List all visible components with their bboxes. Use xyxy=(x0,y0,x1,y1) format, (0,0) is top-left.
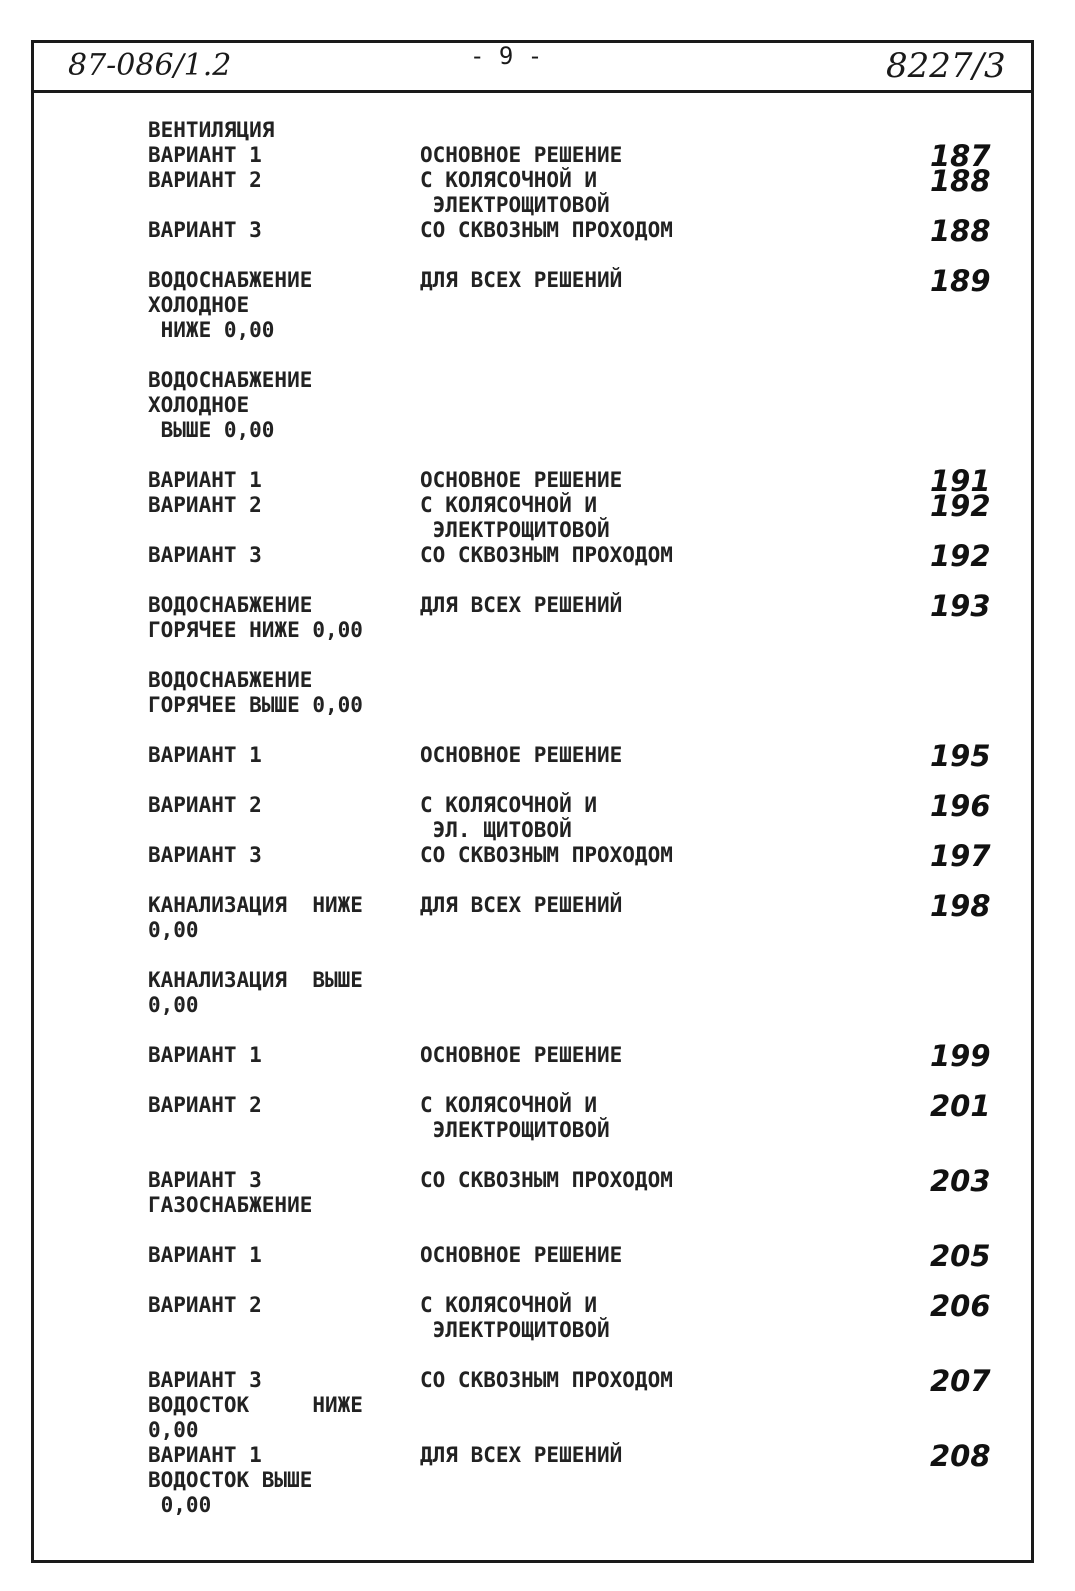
row-title: 0,00 xyxy=(148,918,199,942)
row-title: ГОРЯЧЕЕ ВЫШЕ 0,00 xyxy=(148,693,363,717)
page-number: - 9 - xyxy=(470,42,543,70)
doc-code: 87-086/1.2 xyxy=(68,48,232,83)
row-description: ОСНОВНОЕ РЕШЕНИЕ xyxy=(420,743,623,767)
row-description: С КОЛЯСОЧНОЙ И xyxy=(420,1093,598,1117)
row-title: КАНАЛИЗАЦИЯ ВЫШЕ xyxy=(148,968,363,992)
row-page-number: 203 xyxy=(930,1164,991,1198)
row-page-number: 201 xyxy=(930,1089,991,1123)
row-title: ВАРИАНТ 3 xyxy=(148,543,262,567)
row-page-number: 192 xyxy=(930,539,991,573)
row-page-number: 189 xyxy=(930,264,991,298)
row-title: ВАРИАНТ 1 xyxy=(148,1443,262,1467)
row-description: СО СКВОЗНЫМ ПРОХОДОМ xyxy=(420,843,673,867)
row-description: ОСНОВНОЕ РЕШЕНИЕ xyxy=(420,468,623,492)
row-description: ОСНОВНОЕ РЕШЕНИЕ xyxy=(420,1043,623,1067)
row-page-number: 188 xyxy=(930,214,991,248)
row-title: ВАРИАНТ 2 xyxy=(148,493,262,517)
row-description: ОСНОВНОЕ РЕШЕНИЕ xyxy=(420,1243,623,1267)
row-page-number: 187 xyxy=(930,139,991,173)
row-description: ДЛЯ ВСЕХ РЕШЕНИЙ xyxy=(420,268,623,292)
row-page-number: 195 xyxy=(930,739,991,773)
row-title: 0,00 xyxy=(148,1418,199,1442)
row-description: СО СКВОЗНЫМ ПРОХОДОМ xyxy=(420,543,673,567)
row-page-number: 198 xyxy=(930,889,991,923)
row-title: ВАРИАНТ 3 xyxy=(148,218,262,242)
row-title: ГАЗОСНАБЖЕНИЕ xyxy=(148,1193,313,1217)
row-description: С КОЛЯСОЧНОЙ И xyxy=(420,493,598,517)
row-title: ВАРИАНТ 2 xyxy=(148,793,262,817)
row-page-number: 192 xyxy=(930,489,991,523)
row-title: ВОДОСНАБЖЕНИЕ xyxy=(148,593,313,617)
row-description: СО СКВОЗНЫМ ПРОХОДОМ xyxy=(420,218,673,242)
sheet-number: 8227/3 xyxy=(886,46,1006,86)
row-title: ХОЛОДНОЕ xyxy=(148,393,250,417)
row-title: ВАРИАНТ 1 xyxy=(148,1043,262,1067)
row-description: С КОЛЯСОЧНОЙ И xyxy=(420,793,598,817)
row-page-number: 197 xyxy=(930,839,991,873)
row-title: ХОЛОДНОЕ xyxy=(148,293,250,317)
row-title: ВОДОСНАБЖЕНИЕ xyxy=(148,668,313,692)
row-title: ВЫШЕ 0,00 xyxy=(148,418,275,442)
row-page-number: 193 xyxy=(930,589,991,623)
row-title: ГОРЯЧЕЕ НИЖЕ 0,00 xyxy=(148,618,363,642)
row-page-number: 196 xyxy=(930,789,991,823)
row-description: ЭЛЕКТРОЩИТОВОЙ xyxy=(420,193,610,217)
row-title: ВОДОСНАБЖЕНИЕ xyxy=(148,368,313,392)
row-description: ДЛЯ ВСЕХ РЕШЕНИЙ xyxy=(420,593,623,617)
row-title: ВОДОСТОК НИЖЕ xyxy=(148,1393,363,1417)
row-title: ВАРИАНТ 1 xyxy=(148,468,262,492)
row-description: СО СКВОЗНЫМ ПРОХОДОМ xyxy=(420,1368,673,1392)
row-description: ОСНОВНОЕ РЕШЕНИЕ xyxy=(420,143,623,167)
row-page-number: 191 xyxy=(930,464,991,498)
row-title: ВАРИАНТ 2 xyxy=(148,168,262,192)
row-title: 0,00 xyxy=(148,993,199,1017)
row-title: ВАРИАНТ 3 xyxy=(148,843,262,867)
row-description: ЭЛЕКТРОЩИТОВОЙ xyxy=(420,1118,610,1142)
row-title: ВАРИАНТ 2 xyxy=(148,1293,262,1317)
row-description: С КОЛЯСОЧНОЙ И xyxy=(420,1293,598,1317)
row-title: НИЖЕ 0,00 xyxy=(148,318,275,342)
header-divider xyxy=(31,90,1034,93)
row-title: ВЕНТИЛЯЦИЯ xyxy=(148,118,275,142)
row-page-number: 188 xyxy=(930,164,991,198)
row-description: ДЛЯ ВСЕХ РЕШЕНИЙ xyxy=(420,893,623,917)
row-page-number: 199 xyxy=(930,1039,991,1073)
row-page-number: 206 xyxy=(930,1289,991,1323)
row-title: ВОДОСТОК ВЫШЕ xyxy=(148,1468,313,1492)
row-title: ВАРИАНТ 3 xyxy=(148,1168,262,1192)
row-page-number: 205 xyxy=(930,1239,991,1273)
row-page-number: 208 xyxy=(930,1439,991,1473)
row-title: ВАРИАНТ 1 xyxy=(148,743,262,767)
row-title: КАНАЛИЗАЦИЯ НИЖЕ xyxy=(148,893,363,917)
row-title: 0,00 xyxy=(148,1493,212,1517)
row-description: С КОЛЯСОЧНОЙ И xyxy=(420,168,598,192)
row-title: ВАРИАНТ 3 xyxy=(148,1368,262,1392)
row-title: ВАРИАНТ 1 xyxy=(148,143,262,167)
row-title: ВАРИАНТ 2 xyxy=(148,1093,262,1117)
row-page-number: 207 xyxy=(930,1364,991,1398)
row-description: СО СКВОЗНЫМ ПРОХОДОМ xyxy=(420,1168,673,1192)
row-description: ЭЛЕКТРОЩИТОВОЙ xyxy=(420,1318,610,1342)
row-title: ВОДОСНАБЖЕНИЕ xyxy=(148,268,313,292)
row-title: ВАРИАНТ 1 xyxy=(148,1243,262,1267)
row-description: ДЛЯ ВСЕХ РЕШЕНИЙ xyxy=(420,1443,623,1467)
row-description: ЭЛЕКТРОЩИТОВОЙ xyxy=(420,518,610,542)
row-description: ЭЛ. ЩИТОВОЙ xyxy=(420,818,572,842)
